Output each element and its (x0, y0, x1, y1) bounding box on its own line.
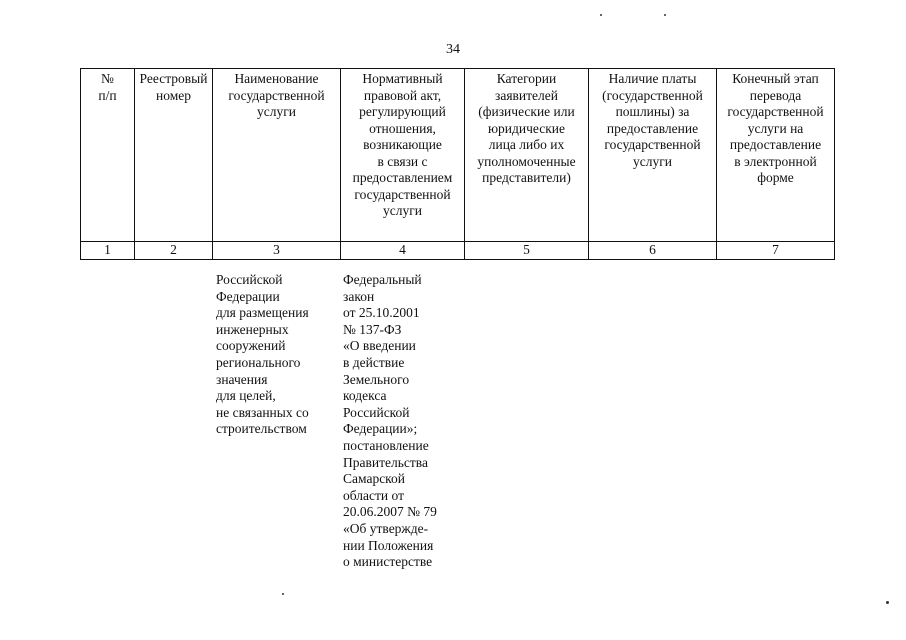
header-cell-applicant-categories: Категории заявителей (физические или юридические лица либо их уполномоченные представители) (465, 69, 589, 242)
header-cell-fee: Наличие платы (государственной пошлины) за предоставление государственной услуги (589, 69, 717, 242)
header-cell-final-stage: Конечный этап перевода государственной услуги на предоставление в электронной форме (717, 69, 835, 242)
column-number-cell: 3 (213, 242, 341, 260)
column-number-cell: 4 (341, 242, 465, 260)
table-header-row (81, 69, 835, 242)
column-number-cell: 1 (81, 242, 135, 260)
scan-speck (664, 14, 666, 16)
column-number-cell: 7 (717, 242, 835, 260)
services-table (80, 68, 835, 260)
header-cell-legal-act: Нормативный правовой акт, регулирующий отношения, возникающие в связи с предоставлением государственной услуги (341, 69, 465, 242)
scan-speck (600, 14, 602, 16)
scan-speck (886, 601, 889, 604)
service-name-continuation: Российской Федерации для размещения инженерных сооружений регионального значения для целей, не связанных со строительством (216, 272, 309, 437)
column-number-cell: 5 (465, 242, 589, 260)
column-number-cell: 6 (589, 242, 717, 260)
column-numbers-row (81, 242, 835, 260)
scan-speck (282, 593, 284, 595)
page-number: 34 (446, 42, 460, 57)
header-cell-number: № п/п (81, 69, 135, 242)
header-cell-registry-number: Реестровый номер (135, 69, 213, 242)
legal-act-continuation: Федеральный закон от 25.10.2001 № 137-ФЗ «О введении в действие Земельного кодекса Российской Федерации»; постановление Правительства Самарской области от 20.06.2007 № 79 «Об утвержде- нии Положения о министерстве (343, 272, 437, 570)
column-number-cell: 2 (135, 242, 213, 260)
header-cell-service-name: Наименование государственной услуги (213, 69, 341, 242)
